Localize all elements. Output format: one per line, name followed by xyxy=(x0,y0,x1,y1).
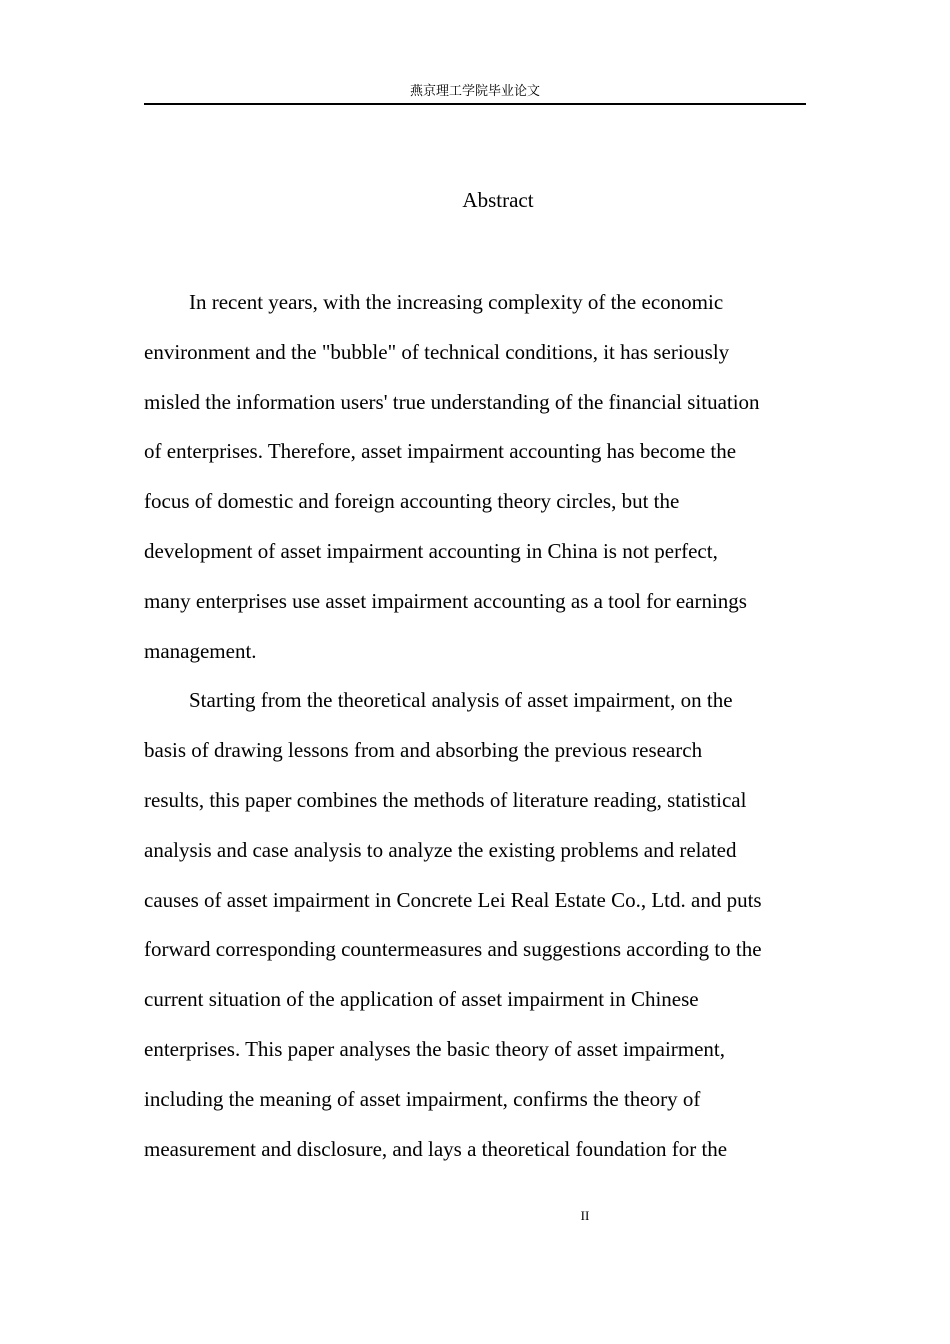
text-line: misled the information users' true understanding of the financial situation xyxy=(144,389,760,414)
text-line: results, this paper combines the methods of literature reading, statistical xyxy=(144,787,747,812)
paragraph xyxy=(144,287,824,685)
text-line: causes of asset impairment in Concrete Lei Real Estate Co., Ltd. and puts xyxy=(144,887,762,912)
text-line: analysis and case analysis to analyze the existing problems and related xyxy=(144,837,737,862)
abstract-body xyxy=(144,287,824,1183)
text-line: current situation of the application of asset impairment in Chinese xyxy=(144,987,699,1012)
text-line: forward corresponding countermeasures and suggestions according to the xyxy=(144,937,762,962)
text-line: including the meaning of asset impairment, confirms the theory of xyxy=(144,1086,701,1111)
page-number: II xyxy=(580,1208,590,1223)
page-header: 燕京理工学院毕业论文 xyxy=(409,83,540,98)
text-line: In recent years, with the increasing complexity of the economic xyxy=(189,290,724,314)
header-rule xyxy=(144,103,806,105)
abstract-title: Abstract xyxy=(462,188,534,212)
text-line: environment and the "bubble" of technical conditions, it has seriously xyxy=(144,339,730,364)
text-line: basis of drawing lessons from and absorbing the previous research xyxy=(144,738,703,763)
text-line: management. xyxy=(144,638,257,663)
text-line: development of asset impairment accounting in China is not perfect, xyxy=(144,538,718,563)
text-line: Starting from the theoretical analysis of asset impairment, on the xyxy=(189,688,733,713)
text-line: many enterprises use asset impairment accounting as a tool for earnings xyxy=(144,588,747,613)
text-line: measurement and disclosure, and lays a theoretical foundation for the xyxy=(144,1136,728,1161)
text-line: of enterprises. Therefore, asset impairment accounting has become the xyxy=(144,439,737,464)
text-line: focus of domestic and foreign accounting theory circles, but the xyxy=(144,489,680,514)
paragraph xyxy=(144,685,824,1183)
text-line: enterprises. This paper analyses the basic theory of asset impairment, xyxy=(144,1036,726,1061)
